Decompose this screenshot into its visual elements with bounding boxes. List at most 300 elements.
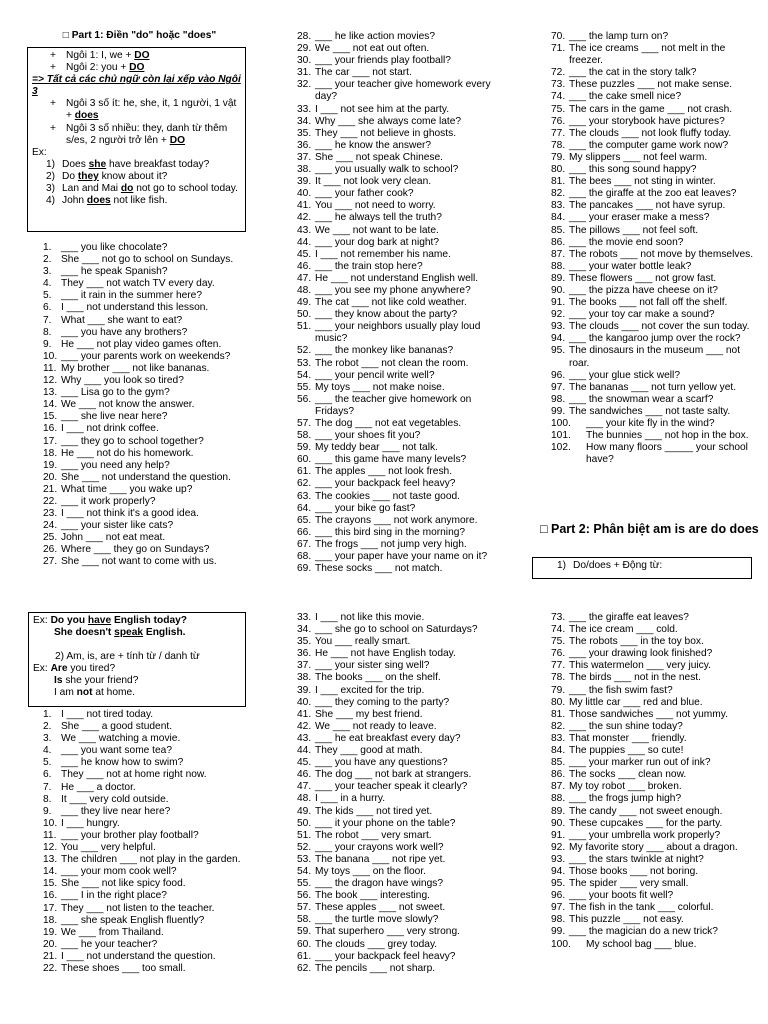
exercise-item bbox=[551, 116, 756, 128]
exercise-item bbox=[297, 830, 507, 842]
item-number: 49. bbox=[297, 805, 312, 817]
item-text: The spider ___ very small. bbox=[569, 878, 689, 890]
item-number: 31. bbox=[297, 67, 312, 79]
item-number: 54. bbox=[297, 369, 312, 381]
exercise-item bbox=[43, 915, 248, 927]
item-number: 20. bbox=[43, 471, 58, 483]
exercise-item bbox=[551, 104, 756, 116]
exercise-item bbox=[551, 164, 756, 176]
exercise-item bbox=[297, 261, 507, 273]
item-number: 86. bbox=[551, 236, 566, 248]
item-number: 1. bbox=[43, 709, 52, 720]
exercise-item bbox=[43, 411, 248, 423]
item-text: The ice creams ___ not melt in the freezer. bbox=[569, 43, 726, 67]
item-number: 9. bbox=[43, 338, 52, 350]
item-number: 14. bbox=[43, 399, 58, 411]
exercise-item bbox=[551, 249, 756, 261]
item-text: My slippers ___ not feel warm. bbox=[569, 151, 708, 163]
exercise-item bbox=[551, 757, 756, 769]
exercise-item bbox=[297, 382, 507, 394]
item-number: 52. bbox=[297, 841, 312, 853]
item-number: 5. bbox=[43, 757, 52, 769]
exercise-item bbox=[551, 91, 756, 103]
item-number: 76. bbox=[551, 115, 566, 127]
item-text: ___ your marker run out of ink? bbox=[569, 757, 711, 769]
item-number: 24. bbox=[43, 520, 58, 532]
item-text: It ___ not look very clean. bbox=[315, 176, 432, 188]
exercise-item bbox=[551, 321, 756, 333]
item-text: ___ the pizza have cheese on it? bbox=[569, 284, 718, 296]
exercise-item bbox=[297, 672, 507, 684]
item-text: ___ they go to school together? bbox=[61, 435, 204, 447]
item-number: 102. bbox=[551, 442, 571, 454]
item-number: 94. bbox=[551, 865, 566, 877]
item-number: 92. bbox=[551, 841, 566, 853]
exercise-item bbox=[551, 176, 756, 188]
item-number: 45. bbox=[297, 248, 312, 260]
item-number: 83. bbox=[551, 732, 566, 744]
item-text: ___ the giraffe at the zoo eat leaves? bbox=[569, 188, 737, 200]
example-item: 1) Does she have breakfast today? bbox=[46, 158, 210, 170]
item-text: ___ it work properly? bbox=[61, 495, 156, 507]
exercise-item bbox=[297, 685, 507, 697]
exercise-list-part1-b bbox=[297, 31, 507, 575]
item-text: He ___ not play video games often. bbox=[61, 338, 222, 350]
item-number: 13. bbox=[43, 854, 58, 866]
item-text: He ___ not understand English well. bbox=[315, 272, 479, 284]
exercise-item bbox=[297, 527, 507, 539]
exercise-list-part2-b bbox=[297, 612, 507, 975]
item-text: ___ your parents work on weekends? bbox=[61, 350, 231, 362]
item-text: ___ your toy car make a sound? bbox=[569, 309, 715, 321]
item-number: 94. bbox=[551, 333, 566, 345]
item-text: These puzzles ___ not make sense. bbox=[569, 79, 733, 91]
item-text: ___ you need any help? bbox=[61, 459, 170, 471]
exercise-item bbox=[297, 914, 507, 926]
item-text: We ___ not ready to leave. bbox=[315, 720, 437, 732]
item-text: ___ your bike go fast? bbox=[315, 502, 416, 514]
exercise-item bbox=[43, 375, 248, 387]
exercise-item bbox=[551, 285, 756, 297]
exercise-item bbox=[43, 769, 248, 781]
item-text: ___ the stars twinkle at night? bbox=[569, 853, 704, 865]
item-number: 87. bbox=[551, 781, 566, 793]
item-number: 53. bbox=[297, 357, 312, 369]
item-number: 90. bbox=[551, 817, 566, 829]
item-text: The dog ___ not eat vegetables. bbox=[315, 418, 462, 429]
item-text: ___ she go to school on Saturdays? bbox=[315, 624, 478, 636]
item-text: The apples ___ not look fresh. bbox=[315, 466, 453, 478]
item-text: We ___ watching a movie. bbox=[61, 733, 181, 745]
item-text: The birds ___ not in the nest. bbox=[569, 672, 701, 684]
exercise-item bbox=[551, 624, 756, 636]
exercise-item bbox=[297, 321, 507, 345]
item-text: My toys ___ on the floor. bbox=[315, 865, 426, 877]
item-number: 33. bbox=[297, 612, 312, 623]
exercise-item bbox=[43, 508, 248, 520]
item-text: ___ they know about the party? bbox=[315, 309, 458, 321]
exercise-item bbox=[43, 532, 248, 544]
item-text: The robot ___ very smart. bbox=[315, 829, 432, 841]
exercise-item bbox=[43, 963, 248, 975]
exercise-list-part2-a bbox=[43, 709, 248, 975]
item-number: 100. bbox=[551, 418, 571, 429]
item-number: 65. bbox=[297, 514, 312, 526]
item-number: 10. bbox=[43, 817, 58, 829]
exercise-item bbox=[551, 152, 756, 164]
exercise-item bbox=[43, 448, 248, 460]
item-text: ___ your paper have your name on it? bbox=[315, 551, 488, 563]
part1-rules-box bbox=[27, 47, 246, 232]
item-text: The book ___ interesting. bbox=[315, 890, 430, 902]
item-number: 23. bbox=[43, 508, 58, 520]
item-text: This puzzle ___ not easy. bbox=[569, 914, 684, 926]
exercise-item bbox=[43, 733, 248, 745]
exercise-item bbox=[297, 818, 507, 830]
item-number: 81. bbox=[551, 708, 566, 720]
exercise-item bbox=[43, 544, 248, 556]
exercise-item bbox=[551, 612, 756, 624]
exercise-item bbox=[297, 200, 507, 212]
exercise-item bbox=[297, 454, 507, 466]
item-text: These apples ___ not sweet. bbox=[315, 902, 446, 914]
exercise-item bbox=[43, 387, 248, 399]
item-text: The children ___ not play in the garden. bbox=[61, 854, 241, 866]
part2-examples-box bbox=[28, 612, 246, 707]
exercise-item bbox=[297, 963, 507, 975]
exercise-item bbox=[297, 116, 507, 128]
item-text: ___ he your teacher? bbox=[61, 938, 158, 950]
exercise-item bbox=[297, 878, 507, 890]
exercise-item bbox=[297, 890, 507, 902]
exercise-item bbox=[551, 430, 756, 442]
item-number: 58. bbox=[297, 430, 312, 442]
item-text: ___ he speak Spanish? bbox=[61, 266, 168, 278]
item-text: You ___ not need to worry. bbox=[315, 200, 436, 212]
exercise-item bbox=[297, 345, 507, 357]
exercise-item bbox=[297, 491, 507, 503]
item-number: 66. bbox=[297, 526, 312, 538]
exercise-list-part2-c bbox=[551, 612, 756, 951]
item-number: 97. bbox=[551, 902, 566, 914]
item-number: 17. bbox=[43, 902, 58, 914]
exercise-item bbox=[43, 890, 248, 902]
item-number: 17. bbox=[43, 435, 58, 447]
item-number: 78. bbox=[551, 139, 566, 151]
item-text: ___ your shoes fit you? bbox=[315, 430, 421, 442]
item-number: 12. bbox=[43, 375, 58, 387]
exercise-item bbox=[43, 556, 248, 568]
item-number: 3. bbox=[43, 733, 52, 745]
item-text: She ___ not speak Chinese. bbox=[315, 151, 444, 163]
exercise-item bbox=[297, 563, 507, 575]
item-text: The clouds ___ not cover the sun today. bbox=[569, 321, 750, 333]
item-text: My toys ___ not make noise. bbox=[315, 381, 445, 393]
exercise-item bbox=[297, 55, 507, 67]
item-number: 16. bbox=[43, 890, 58, 902]
item-number: 29. bbox=[297, 43, 312, 55]
item-text: She ___ not like spicy food. bbox=[61, 878, 186, 890]
item-text: ___ the turtle move slowly? bbox=[315, 914, 439, 926]
exercise-item bbox=[551, 67, 756, 79]
item-text: We ___ not eat out often. bbox=[315, 43, 430, 55]
exercise-item bbox=[297, 636, 507, 648]
item-text: I ___ not remember his name. bbox=[315, 248, 451, 260]
exercise-item bbox=[297, 128, 507, 140]
item-text: The puppies ___ so cute! bbox=[569, 745, 684, 757]
item-number: 6. bbox=[43, 769, 52, 781]
item-number: 44. bbox=[297, 236, 312, 248]
exercise-item bbox=[43, 745, 248, 757]
exercise-item bbox=[43, 254, 248, 266]
item-number: 43. bbox=[297, 732, 312, 744]
item-number: 80. bbox=[551, 696, 566, 708]
item-number: 92. bbox=[551, 309, 566, 321]
item-number: 55. bbox=[297, 381, 312, 393]
item-text: The bees ___ not sting in winter. bbox=[569, 176, 716, 188]
item-number: 98. bbox=[551, 393, 566, 405]
exercise-item bbox=[297, 793, 507, 805]
item-number: 34. bbox=[297, 624, 312, 636]
item-text: The crayons ___ not work anymore. bbox=[315, 514, 478, 526]
exercise-item bbox=[43, 866, 248, 878]
item-number: 2. bbox=[43, 721, 52, 733]
item-text: She ___ my best friend. bbox=[315, 708, 423, 720]
item-number: 61. bbox=[297, 950, 312, 962]
item-text: I ___ not drink coffee. bbox=[61, 423, 159, 435]
exercise-item bbox=[43, 951, 248, 963]
item-number: 40. bbox=[297, 696, 312, 708]
item-number: 71. bbox=[551, 43, 566, 55]
item-text: ___ it your phone on the table? bbox=[315, 817, 456, 829]
item-number: 40. bbox=[297, 188, 312, 200]
item-text: My little car ___ red and blue. bbox=[569, 696, 703, 708]
item-text: ___ you see my phone anywhere? bbox=[315, 284, 471, 296]
item-text: What ___ she want to eat? bbox=[61, 314, 183, 326]
item-number: 19. bbox=[43, 926, 58, 938]
exercise-item bbox=[297, 43, 507, 55]
item-text: You ___ very helpful. bbox=[61, 842, 156, 854]
item-text: She ___ not understand the question. bbox=[61, 471, 231, 483]
item-number: 90. bbox=[551, 284, 566, 296]
item-number: 81. bbox=[551, 176, 566, 188]
item-text: ___ the snowman wear a scarf? bbox=[569, 393, 714, 405]
exercise-item bbox=[551, 890, 756, 902]
exercise-item bbox=[43, 242, 248, 254]
item-text: The frogs ___ not jump very high. bbox=[315, 538, 467, 550]
item-text: The bunnies ___ not hop in the box. bbox=[586, 430, 749, 442]
item-number: 18. bbox=[43, 914, 58, 926]
item-number: 9. bbox=[43, 805, 52, 817]
item-number: 33. bbox=[297, 103, 312, 115]
item-text: ___ your friends play football? bbox=[315, 55, 451, 67]
item-text: She ___ a good student. bbox=[61, 721, 173, 733]
item-number: 77. bbox=[551, 127, 566, 139]
item-text: The dinosaurs in the museum ___ not roar. bbox=[569, 345, 741, 369]
item-text: The books ___ not fall off the shelf. bbox=[569, 297, 728, 309]
item-text: Where ___ they go on Sundays? bbox=[61, 544, 210, 556]
exercise-item bbox=[297, 769, 507, 781]
item-number: 95. bbox=[551, 878, 566, 890]
item-text: The candy ___ not sweet enough. bbox=[569, 805, 723, 817]
item-number: 56. bbox=[297, 890, 312, 902]
exercise-item bbox=[551, 188, 756, 200]
item-text: ___ you have any brothers? bbox=[61, 326, 188, 338]
exercise-item bbox=[297, 866, 507, 878]
exercise-item bbox=[297, 370, 507, 382]
exercise-item bbox=[551, 685, 756, 697]
exercise-item bbox=[297, 176, 507, 188]
exercise-item bbox=[551, 866, 756, 878]
item-number: 49. bbox=[297, 297, 312, 309]
item-text: These cupcakes ___ for the party. bbox=[569, 817, 723, 829]
exercise-item bbox=[551, 709, 756, 721]
rule-person-3-plural: + Ngôi 3 số nhiều: they, danh từ thêm s/es, 2 người trở lên + DO bbox=[50, 122, 228, 146]
exercise-item bbox=[297, 951, 507, 963]
exercise-item bbox=[297, 273, 507, 285]
item-text: I ___ not think it's a good idea. bbox=[61, 508, 199, 520]
item-number: 85. bbox=[551, 224, 566, 236]
exercise-item bbox=[551, 212, 756, 224]
exercise-item bbox=[43, 520, 248, 532]
item-text: The socks ___ clean now. bbox=[569, 769, 687, 781]
item-text: I ___ not understand the question. bbox=[61, 950, 216, 962]
item-text: The pillows ___ not feel soft. bbox=[569, 224, 699, 236]
item-text: ___ your neighbors usually play loud music? bbox=[315, 321, 481, 345]
exercise-item bbox=[551, 237, 756, 249]
item-number: 63. bbox=[297, 490, 312, 502]
item-number: 4. bbox=[43, 278, 52, 290]
item-number: 57. bbox=[297, 418, 312, 429]
exercise-item bbox=[297, 478, 507, 490]
item-number: 56. bbox=[297, 393, 312, 405]
item-number: 93. bbox=[551, 321, 566, 333]
exercise-item bbox=[551, 43, 756, 67]
exercise-item bbox=[43, 818, 248, 830]
item-text: ___ your father cook? bbox=[315, 188, 414, 200]
item-number: 48. bbox=[297, 284, 312, 296]
exercise-item bbox=[551, 914, 756, 926]
exercise-item bbox=[297, 31, 507, 43]
exercise-item bbox=[551, 79, 756, 91]
item-number: 11. bbox=[43, 829, 57, 841]
item-text: They ___ not listen to the teacher. bbox=[61, 902, 215, 914]
item-number: 72. bbox=[551, 67, 566, 79]
item-number: 6. bbox=[43, 302, 52, 314]
item-text: ___ he know the answer? bbox=[315, 139, 432, 151]
exercise-item bbox=[551, 406, 756, 418]
item-number: 68. bbox=[297, 551, 312, 563]
item-text: ___ the movie end soon? bbox=[569, 236, 684, 248]
item-text: ___ he always tell the truth? bbox=[315, 212, 442, 224]
item-number: 7. bbox=[43, 314, 52, 326]
exercise-item bbox=[297, 709, 507, 721]
exercise-item bbox=[297, 842, 507, 854]
item-number: 39. bbox=[297, 176, 312, 188]
item-number: 73. bbox=[551, 612, 566, 623]
example-item: 2) Do they know about it? bbox=[46, 170, 168, 182]
exercise-item bbox=[551, 636, 756, 648]
item-number: 14. bbox=[43, 866, 58, 878]
exercise-item bbox=[43, 363, 248, 375]
item-text: ___ the monkey like bananas? bbox=[315, 345, 454, 357]
item-number: 89. bbox=[551, 272, 566, 284]
exercise-item bbox=[551, 672, 756, 684]
exercise-item bbox=[551, 830, 756, 842]
item-text: The cars in the game ___ not crash. bbox=[569, 103, 733, 115]
exercise-item bbox=[551, 660, 756, 672]
exercise-item bbox=[551, 200, 756, 212]
item-text: ___ your storybook have pictures? bbox=[569, 115, 725, 127]
item-text: My teddy bear ___ not talk. bbox=[315, 442, 438, 454]
exercise-item bbox=[551, 648, 756, 660]
exercise-item bbox=[297, 902, 507, 914]
exercise-item bbox=[297, 237, 507, 249]
item-number: 35. bbox=[297, 636, 312, 648]
item-text: ___ you usually walk to school? bbox=[315, 164, 459, 176]
item-text: She ___ not go to school on Sundays. bbox=[61, 254, 234, 266]
example-does: She doesn't speak English. bbox=[54, 627, 186, 639]
item-number: 88. bbox=[551, 260, 566, 272]
item-text: ___ he eat breakfast every day? bbox=[315, 732, 461, 744]
item-text: ___ your glue stick well? bbox=[569, 369, 680, 381]
item-number: 27. bbox=[43, 556, 58, 568]
exercise-item bbox=[43, 496, 248, 508]
item-text: It ___ very cold outside. bbox=[61, 793, 169, 805]
exercise-item bbox=[297, 309, 507, 321]
item-number: 59. bbox=[297, 926, 312, 938]
exercise-item bbox=[43, 806, 248, 818]
exercise-item bbox=[551, 345, 756, 369]
exercise-item bbox=[551, 806, 756, 818]
rule-person-3-singular: + Ngôi 3 số ít: he, she, it, 1 người, 1 vật + does bbox=[50, 98, 237, 122]
exercise-item bbox=[551, 842, 756, 854]
exercise-item bbox=[551, 418, 756, 430]
item-text: The cat ___ not like cold weather. bbox=[315, 297, 467, 309]
exercise-item bbox=[43, 315, 248, 327]
exercise-item bbox=[297, 249, 507, 261]
item-text: They ___ not watch TV every day. bbox=[61, 278, 215, 290]
item-number: 96. bbox=[551, 890, 566, 902]
exercise-item bbox=[43, 854, 248, 866]
item-text: ___ the computer game work now? bbox=[569, 139, 729, 151]
exercise-item bbox=[297, 939, 507, 951]
item-number: 58. bbox=[297, 914, 312, 926]
example-item: 3) Lan and Mai do not go to school today. bbox=[46, 183, 238, 195]
exercise-item bbox=[297, 285, 507, 297]
item-number: 67. bbox=[297, 538, 312, 550]
exercise-item bbox=[43, 302, 248, 314]
exercise-item bbox=[43, 927, 248, 939]
item-text: ___ they live near here? bbox=[61, 805, 171, 817]
exercise-item bbox=[43, 436, 248, 448]
item-number: 83. bbox=[551, 200, 566, 212]
exercise-item bbox=[43, 278, 248, 290]
item-text: ___ your sister sing well? bbox=[315, 660, 430, 672]
exercise-item bbox=[551, 370, 756, 382]
item-number: 55. bbox=[297, 878, 312, 890]
item-number: 62. bbox=[297, 962, 312, 974]
item-text: ___ this game have many levels? bbox=[315, 454, 467, 466]
exercise-item bbox=[551, 225, 756, 237]
item-text: ___ you like chocolate? bbox=[61, 242, 168, 253]
item-text: I ___ not tired today. bbox=[61, 709, 154, 720]
item-number: 84. bbox=[551, 745, 566, 757]
item-text: I ___ in a hurry. bbox=[315, 793, 386, 805]
exercise-item bbox=[551, 382, 756, 394]
exercise-item bbox=[551, 297, 756, 309]
example-item: 4) John does not like fish. bbox=[46, 195, 168, 207]
